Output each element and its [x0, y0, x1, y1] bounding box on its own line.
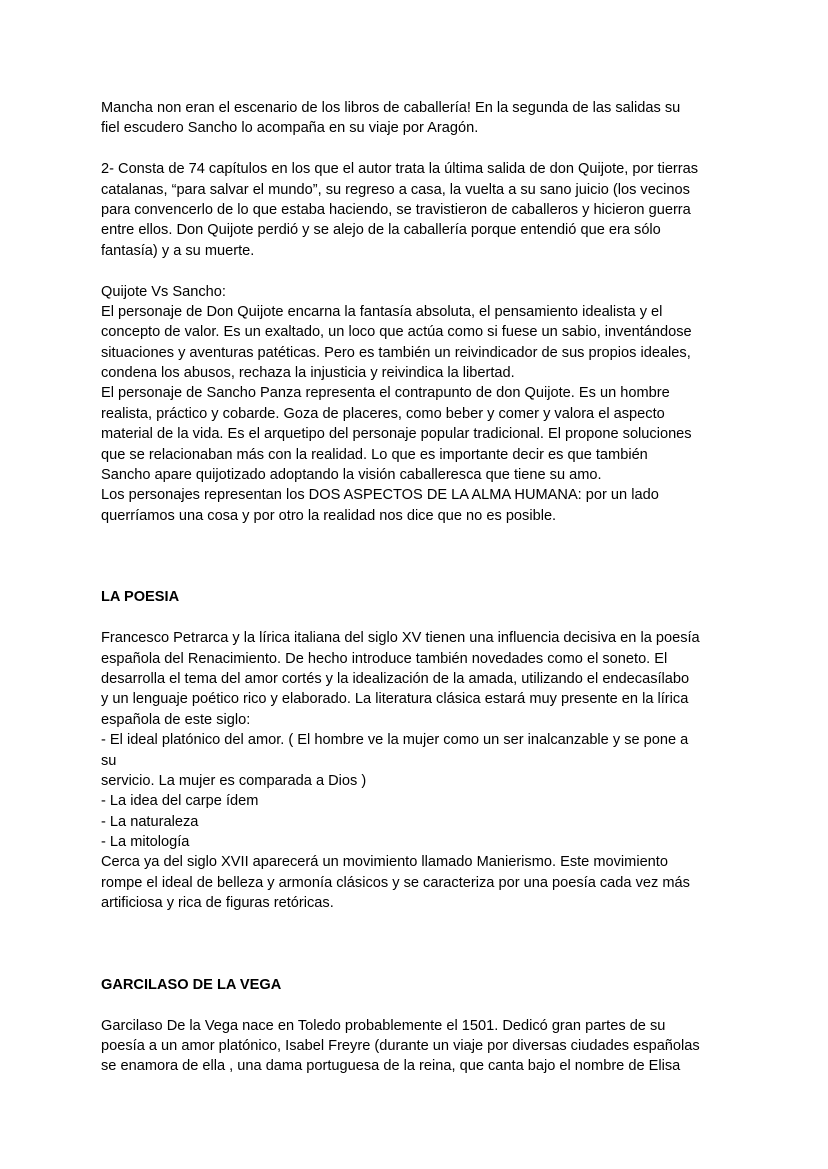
text-line: catalanas, “para salvar el mundo”, su regreso a casa, la vuelta a su sano juicio (los vecinos [101, 181, 690, 198]
text-line: Los personajes representan los DOS ASPECTOS DE LA ALMA HUMANA: por un lado [101, 487, 659, 504]
spacer [101, 139, 741, 159]
text-line: 2- Consta de 74 capítulos en los que el autor trata la última salida de don Quijote, por tierras [101, 161, 699, 178]
text-line: situaciones y aventuras patéticas. Pero es también un reivindicador de sus propios ideales, [101, 344, 691, 361]
section-heading-garcilaso: GARCILASO DE LA VEGA [101, 976, 282, 993]
list-item: - La mitología [101, 834, 190, 851]
text-line: poesía a un amor platónico, Isabel Freyre (durante un viaje por diversas ciudades españolas [101, 1038, 700, 1054]
text-line: artificiosa y rica de figuras retóricas. [101, 895, 334, 912]
text-line: se enamora de ella , una dama portuguesa de la reina, que canta bajo el nombre de Elisa [101, 1058, 681, 1075]
text-line: rompe el ideal de belleza y armonía clásicos y se caracteriza por una poesía cada vez más [101, 874, 690, 891]
text-line: querríamos una cosa y por otro la realidad nos dice que no es posible. [101, 507, 557, 524]
text-line: Quijote Vs Sancho: [101, 283, 226, 300]
text-line: Francesco Petrarca y la lírica italiana del siglo XV tienen una influencia decisiva en la poesía [101, 630, 700, 647]
spacer [101, 914, 741, 975]
document-body [101, 98, 741, 1077]
text-line: desarrolla el tema del amor cortés y la idealización de la amada, utilizando el endecasílabo [101, 670, 690, 687]
list-item: - La naturaleza [101, 813, 199, 830]
paragraph-garcilaso [101, 1016, 741, 1077]
paragraph-part-2 [101, 159, 741, 261]
spacer [101, 608, 741, 628]
section-heading-poesia: LA POESIA [101, 589, 180, 606]
text-line: condena los abusos, rechaza la injusticia y reivindica la libertad. [101, 365, 515, 382]
text-line: concepto de valor. Es un exaltado, un loco que actúa como si fuese un sabio, inventándose [101, 324, 692, 341]
text-line: para convencerlo de lo que estaba haciendo, se travistieron de caballeros y hicieron guerra [101, 201, 691, 218]
text-line: que se relacionaban más con la realidad. Lo que es importante decir es que también [101, 446, 648, 463]
text-line: su [101, 752, 117, 769]
spacer [101, 995, 741, 1015]
text-line: realista, práctico y cobarde. Goza de placeres, como beber y comer y valora el aspecto [101, 405, 665, 422]
paragraph-quijote-vs-sancho [101, 282, 741, 527]
paragraph-intro [101, 98, 741, 139]
text-line: fantasía) y a su muerte. [101, 242, 255, 259]
text-line: Garcilaso De la Vega nace en Toledo probablemente el 1501. Dedicó gran partes de su [101, 1017, 666, 1034]
text-line: española de este siglo: [101, 711, 251, 728]
text-line: española del Renacimiento. De hecho introduce también novedades como el soneto. El [101, 650, 668, 667]
text-line: material de la vida. Es el arquetipo del personaje popular tradicional. El propone soluciones [101, 426, 692, 443]
text-line: El personaje de Sancho Panza representa el contrapunto de don Quijote. Es un hombre [101, 385, 670, 402]
text-line: y un lenguaje poético rico y elaborado. La literatura clásica estará muy presente en la lírica [101, 691, 689, 708]
text-line: servicio. La mujer es comparada a Dios ) [101, 772, 367, 789]
text-line: Mancha non eran el escenario de los libros de caballería! En la segunda de las salidas su [101, 100, 681, 116]
text-line: fiel escudero Sancho lo acompaña en su viaje por Aragón. [101, 120, 479, 137]
spacer [101, 526, 741, 587]
text-line: entre ellos. Don Quijote perdió y se alejo de la caballería porque entendió que era sólo [101, 222, 661, 239]
spacer [101, 261, 741, 281]
list-item: - La idea del carpe ídem [101, 793, 259, 810]
text-line: Sancho apare quijotizado adoptando la visión caballeresca que tiene su amo. [101, 467, 602, 484]
text-line: Cerca ya del siglo XVII aparecerá un movimiento llamado Manierismo. Este movimiento [101, 854, 668, 871]
text-line: El personaje de Don Quijote encarna la fantasía absoluta, el pensamiento idealista y el [101, 303, 663, 320]
paragraph-poesia [101, 628, 741, 913]
list-item: - El ideal platónico del amor. ( El hombre ve la mujer como un ser inalcanzable y se pone a [101, 732, 689, 749]
